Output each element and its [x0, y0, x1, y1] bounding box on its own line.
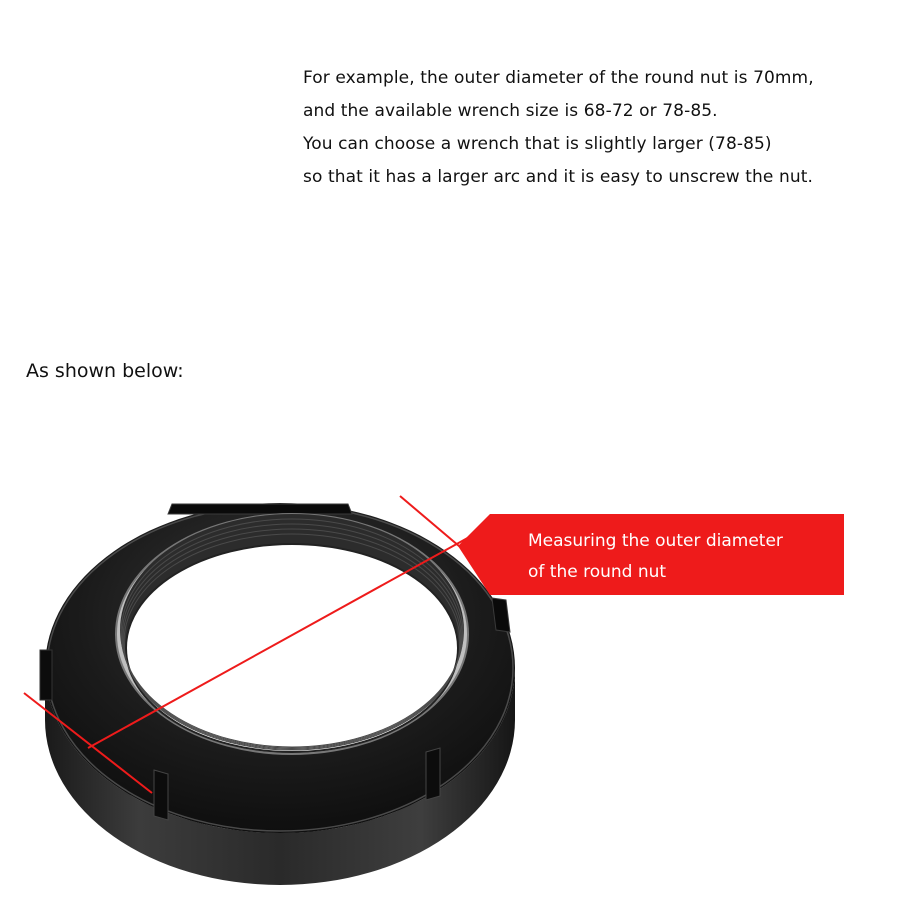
callout-line-2: of the round nut	[528, 562, 667, 582]
nut-slot-left	[40, 650, 52, 700]
callout-text	[528, 526, 838, 588]
intro-line-3: You can choose a wrench that is slightly larger (78-85)	[303, 134, 772, 154]
intro-line-1: For example, the outer diameter of the round nut is 70mm,	[303, 68, 814, 88]
nut-slot-bottom-left	[154, 770, 168, 820]
nut-bore-hole	[126, 544, 458, 752]
nut-slot-bottom-right	[426, 748, 440, 800]
intro-line-4: so that it has a larger arc and it is easy to unscrew the nut.	[303, 167, 813, 187]
intro-line-2: and the available wrench size is 68-72 or 78-85.	[303, 101, 718, 121]
nut-slot-top	[168, 504, 352, 514]
callout-line-1: Measuring the outer diameter	[528, 531, 783, 551]
shown-below-heading: As shown below:	[26, 360, 184, 382]
